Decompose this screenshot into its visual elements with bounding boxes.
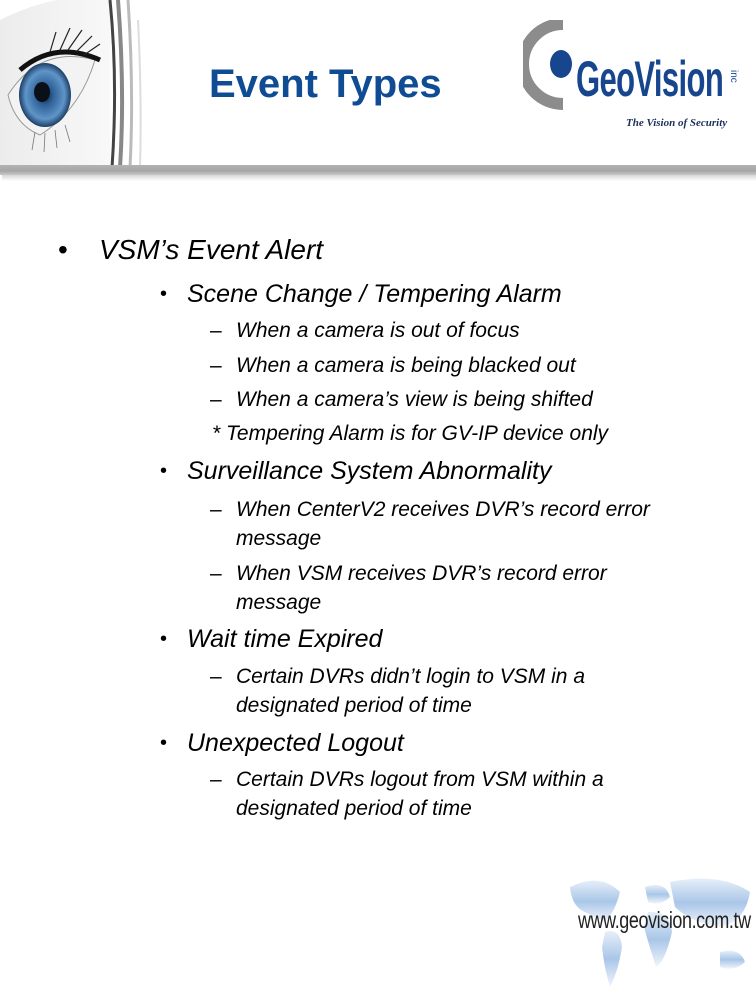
world-map bbox=[560, 872, 756, 1002]
eye-photo bbox=[0, 0, 150, 168]
dash-icon: – bbox=[210, 498, 222, 521]
bullet-icon: • bbox=[58, 234, 68, 265]
dash-icon: – bbox=[210, 319, 222, 342]
website-url: www.geovision.com.tw bbox=[578, 907, 751, 933]
bullet-icon: • bbox=[160, 283, 168, 305]
bullet-icon: • bbox=[160, 628, 168, 650]
bullet-icon: • bbox=[160, 460, 168, 482]
page-title: Event Types bbox=[209, 62, 442, 106]
logo-wordmark: GeoVision bbox=[576, 51, 724, 107]
bullet-icon: • bbox=[160, 732, 168, 754]
dash-icon: – bbox=[210, 768, 222, 791]
dash-icon: – bbox=[210, 665, 222, 688]
logo-suffix: inc bbox=[728, 70, 739, 83]
footnote: * Tempering Alarm is for GV-IP device only bbox=[212, 422, 609, 445]
logo-mark-icon bbox=[523, 20, 583, 110]
dash-icon: – bbox=[210, 562, 222, 585]
logo-tagline: The Vision of Security bbox=[626, 117, 728, 129]
header-divider bbox=[0, 165, 756, 175]
geovision-logo bbox=[523, 20, 738, 138]
dash-icon: – bbox=[210, 354, 222, 377]
dash-icon: – bbox=[210, 388, 222, 411]
header-divider-shadow bbox=[2, 175, 756, 181]
